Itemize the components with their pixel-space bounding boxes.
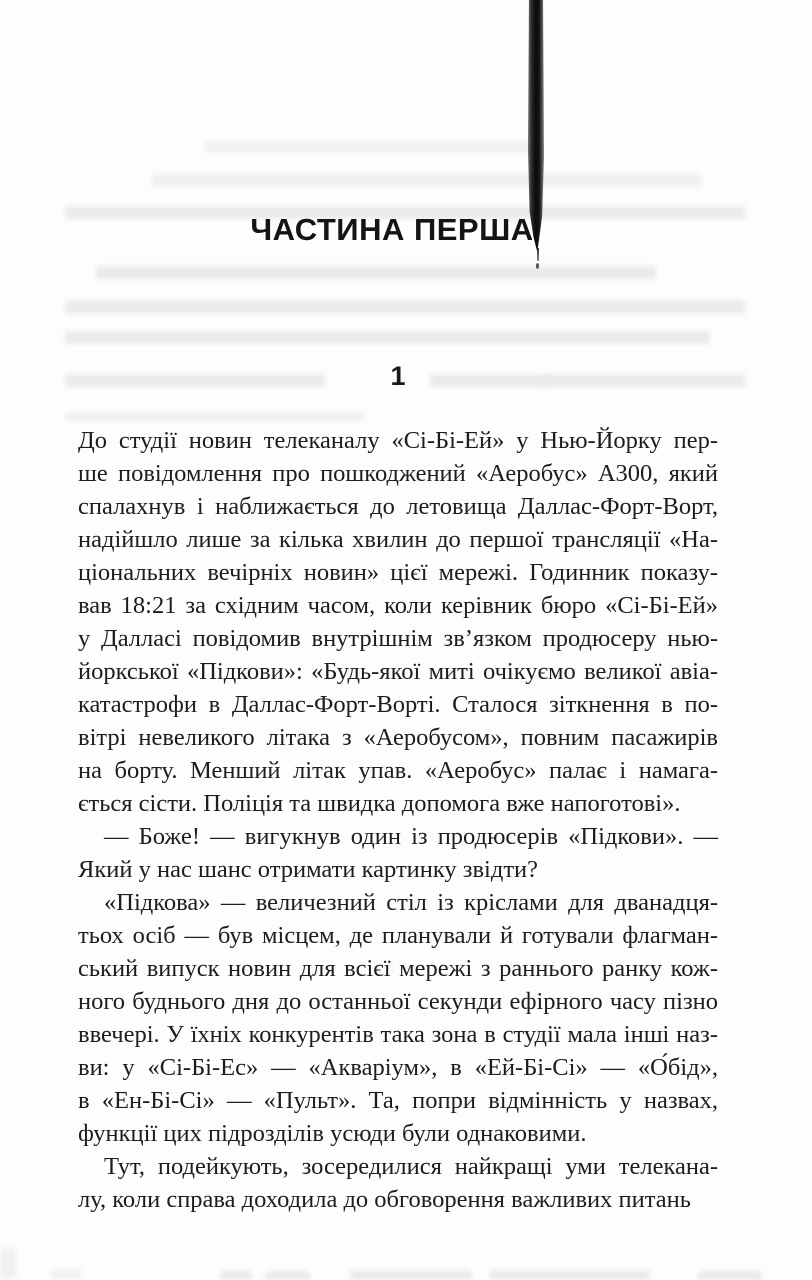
text-line: — Боже! — вигукнув один із продюсерів «Підкови». —	[104, 823, 718, 850]
text-line: йоркської «Підкови»: «Будь-якої миті очікуємо великої авіа-	[78, 658, 718, 685]
text-line: у Далласі повідомив внутрішнім зв’язком продюсеру нью-	[78, 625, 718, 652]
body-text	[78, 424, 718, 1216]
bleed-through-mark	[490, 1270, 650, 1280]
text-line: ський випуск новин для всієї мережі з раннього ранку кож-	[78, 955, 718, 982]
bleed-through-mark	[205, 141, 530, 153]
text-line: До студії новин телеканалу «Сі-Бі-Ей» у Нью-Йорку пер-	[78, 427, 718, 454]
bleed-through-mark	[50, 1270, 82, 1279]
text-line: лу, коли справа доходила до обговорення важливих питань	[78, 1186, 691, 1213]
text-line: Який у нас шанс отримати картинку звідти?	[78, 856, 539, 883]
bookmark-ribbon-tip	[537, 248, 539, 261]
text-line: функції цих підрозділів усюди були однаковими.	[78, 1120, 587, 1147]
bleed-through-mark	[265, 1271, 310, 1280]
text-line: надійшло лише за кілька хвилин до першої трансляції «На-	[78, 526, 718, 553]
text-line: ви: у «Сі-Бі-Ес» — «Акваріум», в «Ей-Бі-Сі» — «О́бід»,	[78, 1054, 718, 1081]
chapter-number: 1	[390, 361, 406, 391]
bleed-through-mark	[152, 174, 702, 187]
text-line: на борту. Менший літак упав. «Аеробус» палає і намага-	[78, 757, 718, 784]
text-line: тьох осіб — був місцем, де планували й готували флагман-	[78, 922, 718, 949]
text-line: вав 18:21 за східним часом, коли керівник бюро «Сі-Бі-Ей»	[78, 592, 718, 619]
bleed-through-mark	[220, 1271, 252, 1280]
part-title: ЧАСТИНА ПЕРША	[250, 212, 534, 247]
text-line: Тут, подейкують, зосередилися найкращі уми телекана-	[104, 1153, 718, 1180]
bookmark-ribbon-dot	[536, 263, 539, 269]
text-line: спалахнув і наближається до летовища Даллас-Форт-Ворт,	[78, 493, 718, 520]
text-line: в «Ен-Бі-Сі» — «Пульт». Та, попри відмінність у назвах,	[78, 1087, 718, 1114]
text-line: вітрі невеликого літака з «Аеробусом», повним пасажирів	[78, 724, 718, 751]
bleed-through-mark	[65, 412, 365, 421]
text-line: ється сісти. Поліція та швидка допомога вже напоготові».	[78, 790, 681, 817]
text-line: ше повідомлення про пошкоджений «Аеробус» А300, який	[78, 460, 718, 487]
text-line: ввечері. У їхніх конкурентів така зона в студії мала інші наз-	[78, 1021, 718, 1048]
text-line: «Підкова» — величезний стіл із кріслами для дванадця-	[104, 889, 718, 916]
bleed-through-mark	[698, 1271, 762, 1280]
bleed-through-mark	[65, 300, 745, 314]
text-line: ціональних вечірніх новин» цієї мережі. Годинник показу-	[78, 559, 718, 586]
bleed-through-mark	[96, 266, 656, 279]
text-line: катастрофи в Даллас-Форт-Ворті. Сталося зіткнення в по-	[78, 691, 718, 718]
bleed-through-mark	[65, 331, 710, 344]
text-line: ного буднього дня до останньої секунди ефірного часу пізно	[78, 988, 718, 1015]
bleed-through-mark	[0, 1248, 16, 1278]
bleed-through-mark	[350, 1270, 472, 1280]
